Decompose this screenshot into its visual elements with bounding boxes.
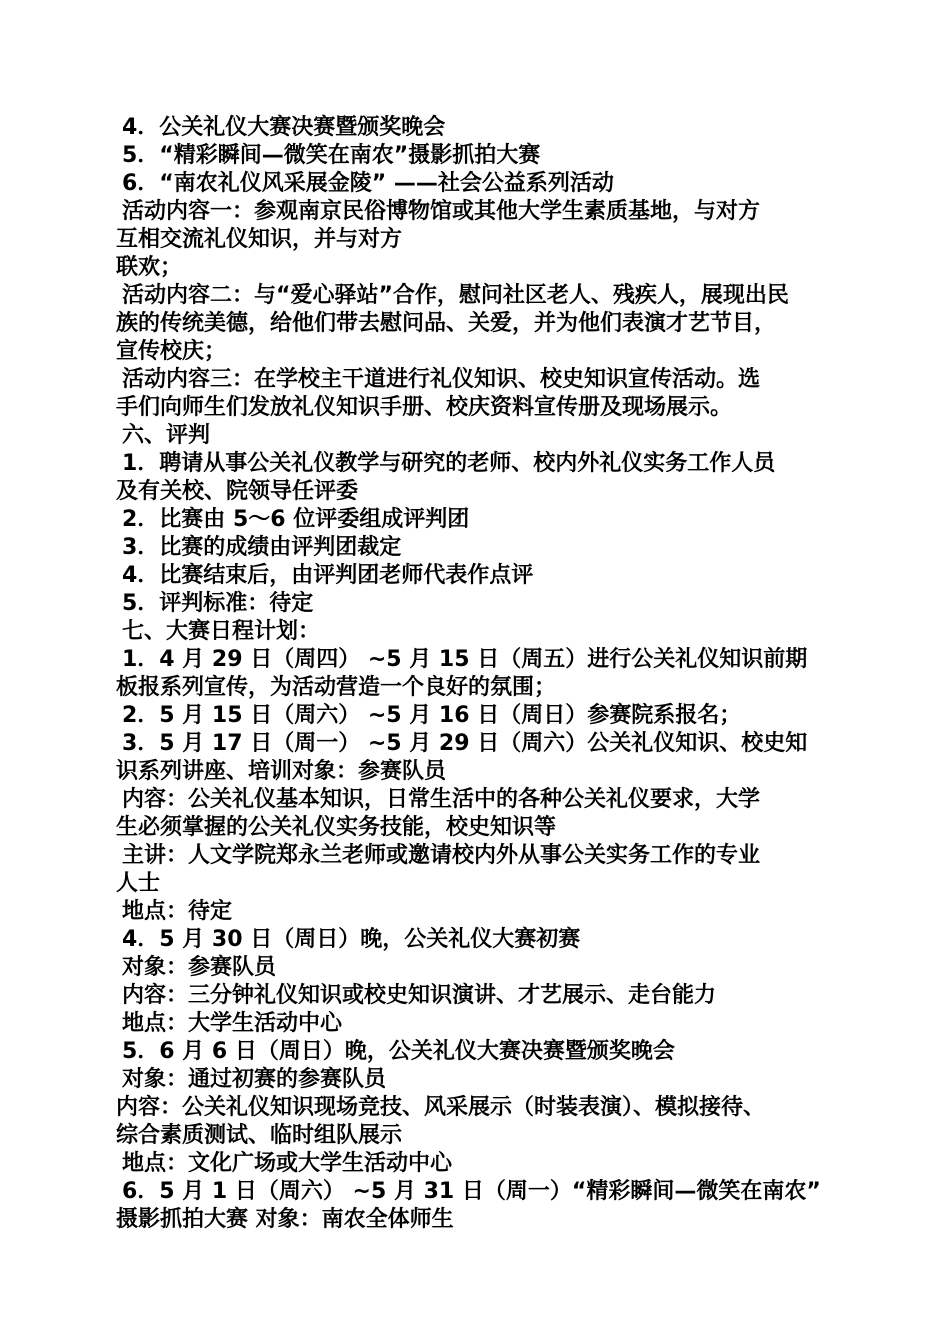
text-line: 六、评判 xyxy=(122,423,211,448)
text-line: 4．公关礼仪大赛决赛暨颁奖晚会 xyxy=(122,115,446,140)
text-line: 3．比赛的成绩由评判团裁定 xyxy=(122,535,402,560)
text-line: 2．5 月 15 日（周六） ~5 月 16 日（周日）参赛院系报名； xyxy=(122,703,742,728)
text-line: 人士 xyxy=(116,871,161,896)
text-line: 1．聘请从事公关礼仪教学与研究的老师、校内外礼仪实务工作人员 xyxy=(122,451,776,476)
text-line: 板报系列宣传，为活动营造一个良好的氛围； xyxy=(116,675,557,700)
text-line: 1．4 月 29 日（周四） ~5 月 15 日（周五）进行公关礼仪知识前期 xyxy=(122,647,808,672)
text-line: 内容：公关礼仪基本知识，日常生活中的各种公关礼仪要求，大学 xyxy=(122,787,761,812)
text-line: 摄影抓拍大赛 对象：南农全体师生 xyxy=(116,1207,454,1232)
text-line: 活动内容三：在学校主干道进行礼仪知识、校史知识宣传活动。选 xyxy=(122,367,761,392)
text-line: 及有关校、院领导任评委 xyxy=(116,479,359,504)
text-line: 5．“精彩瞬间—微笑在南农”摄影抓拍大赛 xyxy=(122,143,541,168)
text-line: 5．评判标准：待定 xyxy=(122,591,314,616)
text-line: 互相交流礼仪知识，并与对方 xyxy=(116,227,403,252)
text-line: 综合素质测试、临时组队展示 xyxy=(116,1123,403,1148)
text-line: 活动内容二：与“爱心驿站”合作，慰问社区老人、残疾人，展现出民 xyxy=(122,283,789,308)
text-line: 生必须掌握的公关礼仪实务技能，校史知识等 xyxy=(116,815,557,840)
text-line: 活动内容一：参观南京民俗博物馆或其他大学生素质基地，与对方 xyxy=(122,199,761,224)
text-line: 对象：参赛队员 xyxy=(122,955,277,980)
text-line: 地点：大学生活动中心 xyxy=(122,1011,343,1036)
text-line: 3．5 月 17 日（周一） ~5 月 29 日（周六）公关礼仪知识、校史知 xyxy=(122,731,808,756)
text-line: 内容：三分钟礼仪知识或校史知识演讲、才艺展示、走台能力 xyxy=(122,983,717,1008)
text-line: 4．比赛结束后，由评判团老师代表作点评 xyxy=(122,563,534,588)
text-line: 内容：公关礼仪知识现场竞技、风采展示（时装表演）、模拟接待、 xyxy=(116,1095,766,1120)
text-line: 主讲：人文学院郑永兰老师或邀请校内外从事公关实务工作的专业 xyxy=(122,843,761,868)
text-line: 2．比赛由 5～6 位评委组成评判团 xyxy=(122,507,470,532)
text-line: 地点：文化广场或大学生活动中心 xyxy=(122,1151,453,1176)
document-body xyxy=(116,114,836,1234)
text-line: 6．“南农礼仪风采展金陵” ——社会公益系列活动 xyxy=(122,171,614,196)
text-line: 联欢； xyxy=(116,255,183,280)
text-line: 6．5 月 1 日（周六） ~5 月 31 日（周一）“精彩瞬间—微笑在南农” xyxy=(122,1179,821,1204)
text-line: 地点：待定 xyxy=(122,899,233,924)
text-line: 对象：通过初赛的参赛队员 xyxy=(122,1067,387,1092)
text-line: 七、大赛日程计划： xyxy=(122,619,321,644)
text-line: 族的传统美德，给他们带去慰问品、关爱，并为他们表演才艺节目， xyxy=(116,311,777,336)
text-line: 识系列讲座、培训对象：参赛队员 xyxy=(116,759,447,784)
text-line: 手们向师生们发放礼仪知识手册、校庆资料宣传册及现场展示。 xyxy=(116,395,733,420)
text-line: 宣传校庆； xyxy=(116,339,227,364)
text-line: 4．5 月 30 日（周日）晚，公关礼仪大赛初赛 xyxy=(122,927,581,952)
text-line: 5．6 月 6 日（周日）晚，公关礼仪大赛决赛暨颁奖晚会 xyxy=(122,1039,675,1064)
